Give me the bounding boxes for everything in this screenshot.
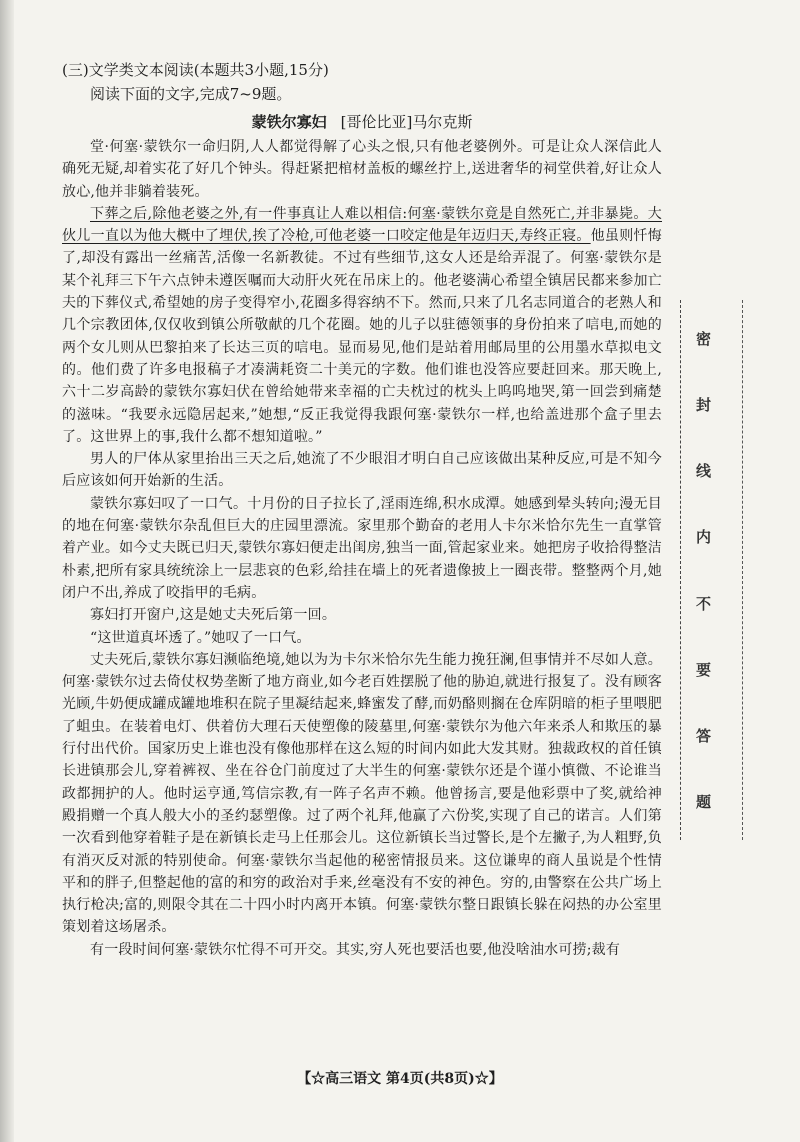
- exam-page: [62, 58, 662, 961]
- paragraph: 寡妇打开窗户,这是她丈夫死后第一回。: [90, 607, 337, 624]
- story-body: [62, 136, 662, 961]
- binding-char: 答: [695, 726, 711, 745]
- binding-dashed-line: [742, 300, 743, 840]
- paragraph: “这世道真坏透了。”她叹了一口气。: [90, 629, 311, 646]
- binding-line-notice: [680, 300, 726, 840]
- paragraph: 有一段时间何塞·蒙铁尔忙得不可开交。其实,穷人死也要活也要,他没啥油水可捞;裁有: [90, 941, 621, 958]
- binding-char: 密: [695, 330, 711, 348]
- binding-char: 不: [695, 594, 711, 613]
- story-heading: [62, 108, 662, 136]
- binding-char: 题: [695, 792, 711, 811]
- binding-char: 内: [695, 528, 711, 547]
- scan-edge: [0, 0, 14, 1142]
- binding-char: 封: [695, 396, 711, 415]
- paragraph: 堂·何塞·蒙铁尔一命归阴,人人都觉得解了心头之恨,只有他老婆例外。可是让众人深信此人确死无疑,却着实花了好几个钟头。得赶紧把棺材盖板的螺丝拧上,送进奢华的祠堂供着,好让众人放心,他并非躺着装死。: [62, 139, 662, 200]
- paragraph: 丈夫死后,蒙铁尔寡妇濒临绝境,她以为为卡尔米恰尔先生能力挽狂澜,但事情并不尽如人意。何塞·蒙铁尔过去倚仗权势垄断了地方商业,如今老百姓摆脱了他的胁迫,就进行报复了。没有顾客光顾,牛奶便成罐成罐地堆积在院子里凝结起来,蜂蜜发了酵,而奶酪则搁在仓库阴暗的柜子里喂肥了蛆虫。在装着电灯、供着仿大理石天使塑像的陵墓里,何塞·蒙铁尔为他六年来杀人和欺压的暴行付出代价。国家历史上谁也没有像他那样在这么短的时间内如此大发其财。独裁政权的首任镇长进镇那会儿,穿着裤衩、坐在谷仓门前度过了大半生的何塞·蒙铁尔还是个谨小慎微、不论谁当政都拥护的人。他时运亨通,笃信宗教,有一阵子名声不赖。他曾扬言,要是他彩票中了奖,就给神殿捐赠一个真人般大小的圣约瑟塑像。过了两个礼拜,他赢了六份奖,实现了自己的诺言。人们第一次看到他穿着鞋子是在新镇长走马上任那会儿。这位新镇长当过警长,是个左撇子,为人粗野,负有消灭反对派的特别使命。何塞·蒙铁尔当起他的秘密情报员来。这位谦卑的商人虽说是个性情平和的胖子,但整起他的富的和穷的政治对手来,丝毫没有不安的神色。穷的,由警察在公共广场上执行枪决;富的,则限令其在二十四小时内离开本镇。何塞·蒙铁尔整日跟镇长躲在闷热的办公室里策划着这场屠杀。: [62, 651, 662, 936]
- paragraph: [62, 203, 662, 448]
- story-title: 蒙铁尔寡妇: [251, 113, 327, 131]
- story-author: [哥伦比亚]马尔克斯: [340, 113, 473, 131]
- paragraph: 男人的尸体从家里抬出三天之后,她流了不少眼泪才明白自己应该做出某种反应,可是不知今后应该如何开始新的生活。: [62, 451, 662, 490]
- instruction: 阅读下面的文字,完成7~9题。: [90, 85, 292, 103]
- paragraph: 蒙铁尔寡妇叹了一口气。十月份的日子拉长了,淫雨连绵,积水成潭。她感到晕头转向;漫无目的地在何塞·蒙铁尔杂乱但巨大的庄园里漂流。家里那个勤奋的老用人卡尔米恰尔先生一直掌管着产业。如今丈夫既已归天,蒙铁尔寡妇便走出闺房,独当一面,管起家业来。她把房子收拾得整洁朴素,把所有家具统统涂上一层悲哀的色彩,给挂在墙上的死者遗像披上一圈丧带。整整两个月,她闭户不出,养成了咬指甲的毛病。: [62, 495, 662, 601]
- underlined-passage: 下葬之后,除他老婆之外,有一件事真让人难以相信:何塞·蒙铁尔竟是自然死亡,并非暴毙。大伙儿一直以为他大概中了埋伏,挨了冷枪,可他老婆一口咬定他是年迈归天,寿终正寝。: [62, 205, 662, 245]
- page-footer: 【☆高三语文 第4页(共8页)☆】: [297, 1071, 503, 1087]
- binding-char: 线: [695, 462, 711, 481]
- paragraph-continuation: 他虽则忏悔了,却没有露出一丝痛苦,活像一名新教徒。不过有些细节,这女人还是给弄混了。何塞·蒙铁尔是某个礼拜三下午六点钟未遵医嘱而大动肝火死在吊床上的。他老婆满心希望全镇居民都来参加亡夫的下葬仪式,希望她的房子变得窄小,花圈多得容纳不下。然而,只来了几名志同道合的老熟人和几个宗教团体,仅仅收到镇公所敬献的几个花圈。她的儿子以驻德领事的身份拍来了唁电,而她的两个女儿则从巴黎拍来了长达三页的唁电。显而易见,他们是站着用邮局里的公用墨水草拟电文的。他们费了许多电报稿子才凑满耗资二十美元的字数。他们谁也没答应要赶回来。那天晚上,六十二岁高龄的蒙铁尔寡妇伏在曾给她带来幸福的亡夫枕过的枕头上呜呜地哭,第一回尝到痛楚的滋味。“我要永远隐居起来,”她想,“反正我觉得我跟何塞·蒙铁尔一样,也给盖进那个盒子里去了。这世界上的事,我什么都不想知道啦。”: [62, 228, 662, 445]
- binding-char: 要: [695, 660, 711, 679]
- section-title: (三)文学类文本阅读(本题共3小题,15分): [62, 61, 329, 79]
